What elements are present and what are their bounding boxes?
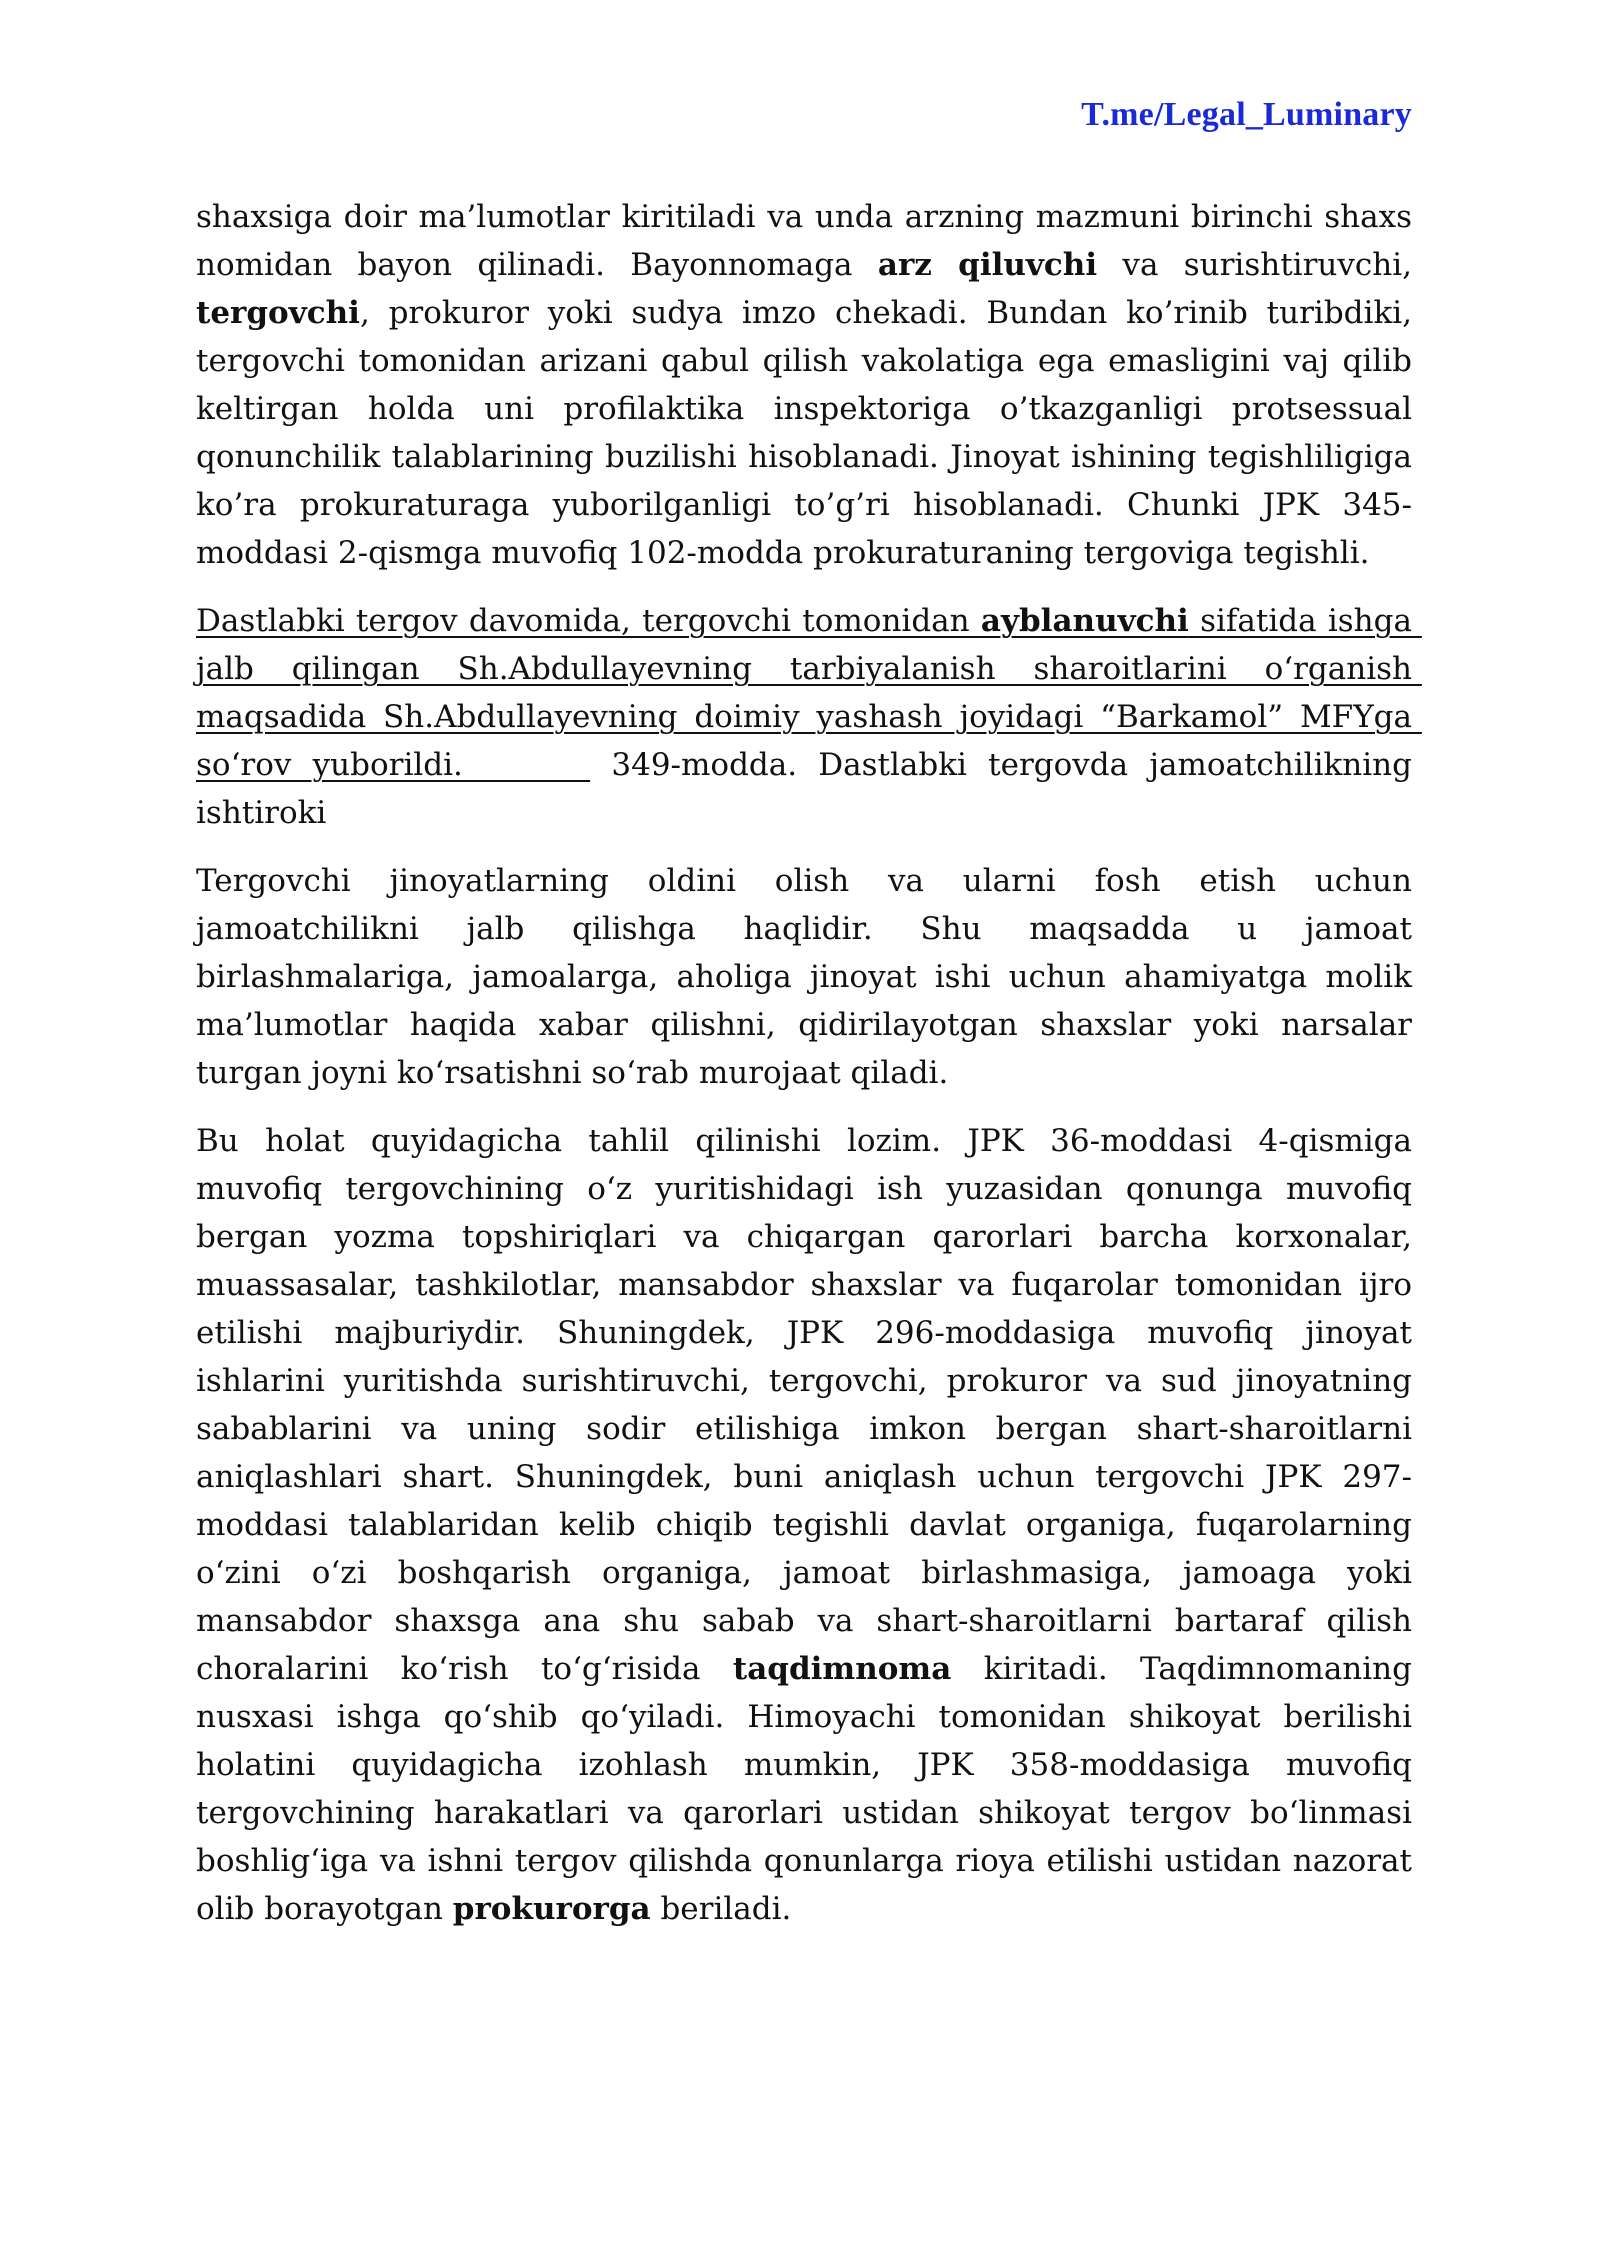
text-segment: beriladi.	[650, 1891, 792, 1927]
paragraph-4	[196, 1117, 1412, 1933]
underlined-text-segment: sifatida ishga jalb qilingan Sh.Abdullayevning tarbiyalanish sharoitlarini o‘rganish maqsadida Sh.Abdullayevning doimiy yashash joyidagi “Barkamol” MFYga so‘rov yuborildi.	[196, 603, 1422, 783]
text-segment: Tergovchi jinoyatlarning oldini olish va ularni fosh etish uchun jamoatchilikni jalb qilishga haqlidir. Shu maqsadda u jamoat birlashmalariga, jamoalarga, aholiga jinoyat ishi uchun ahamiyatga molik ma’lumotlar haqida xabar qilishni, qidirilayotgan shaxslar yoki narsalar turgan joyni ko‘rsatishni so‘rab murojaat qiladi.	[196, 863, 1412, 1091]
document-body	[196, 193, 1422, 1953]
paragraph-3	[196, 857, 1412, 1097]
text-segment: va surishtiruvchi,	[1097, 247, 1412, 283]
article-heading-349: 349-modda. Dastlabki tergovda jamoatchilikning ishtiroki	[196, 747, 1412, 831]
bold-term-prokurorga: prokurorga	[452, 1891, 651, 1927]
bold-term-ayblanuvchi: ayblanuvchi	[980, 603, 1189, 639]
paragraph-1	[196, 193, 1412, 577]
telegram-link[interactable]: T.me/Legal_Luminary	[1081, 96, 1412, 133]
text-segment: shaxsiga doir ma’lumotlar kiritiladi va unda arzning mazmuni birinchi shaxs nomidan bayon qilinadi. Bayonnomaga	[196, 199, 1412, 283]
paragraph-2	[196, 597, 1422, 837]
text-segment: kiritadi. Taqdimnomaning nusxasi ishga qo‘shib qo‘yiladi. Himoyachi tomonidan shikoyat berilishi holatini quyidagicha izohlash mumkin, JPK 358-moddasiga muvofiq tergovchining harakatlari va qarorlari ustidan shikoyat tergov bo‘linmasi boshlig‘iga va ishni tergov qilishda qonunlarga rioya etilishi ustidan nazorat olib borayotgan	[196, 1651, 1412, 1927]
bold-term-taqdimnoma: taqdimnoma	[732, 1651, 952, 1687]
bold-term-tergovchi: tergovchi	[196, 295, 360, 331]
text-segment: Bu holat quyidagicha tahlil qilinishi lozim. JPK 36-moddasi 4-qismiga muvofiq tergovchining o‘z yuritishidagi ish yuzasidan qonunga muvofiq bergan yozma topshiriqlari va chiqargan qarorlari barcha korxonalar, muassasalar, tashkilotlar, mansabdor shaxslar va fuqarolar tomonidan ijro etilishi majburiydir. Shuningdek, JPK 296-moddasiga muvofiq jinoyat ishlarini yuritishda surishtiruvchi, tergovchi, prokuror va sud jinoyatning sabablarini va uning sodir etilishiga imkon bergan shart-sharoitlarni aniqlashlari shart. Shuningdek, buni aniqlash uchun tergovchi JPK 297-moddasi talablaridan kelib chiqib tegishli davlat organiga, fuqarolarning o‘zini o‘zi boshqarish organiga, jamoat birlashmasiga, jamoaga yoki mansabdor shaxsga ana shu sabab va shart-sharoitlarni bartaraf qilish choralarini ko‘rish to‘g‘risida	[196, 1123, 1412, 1687]
bold-term-arz-qiluvchi: arz qiluvchi	[877, 247, 1098, 283]
underlined-text-segment: Dastlabki tergov davomida, tergovchi tomonidan	[196, 603, 981, 639]
text-segment: , prokuror yoki sudya imzo chekadi. Bundan ko’rinib turibdiki, tergovchi tomonidan arizani qabul qilish vakolatiga ega emasligini vaj qilib keltirgan holda uni profilaktika inspektoriga o’tkazganligi protsessual qonunchilik talablarining buzilishi hisoblanadi. Jinoyat ishining tegishliligiga ko’ra prokuraturaga yuborilganligi to’g’ri hisoblanadi. Chunki JPK 345-moddasi 2-qismga muvofiq 102-modda prokuraturaning tergoviga tegishli.	[196, 295, 1412, 571]
